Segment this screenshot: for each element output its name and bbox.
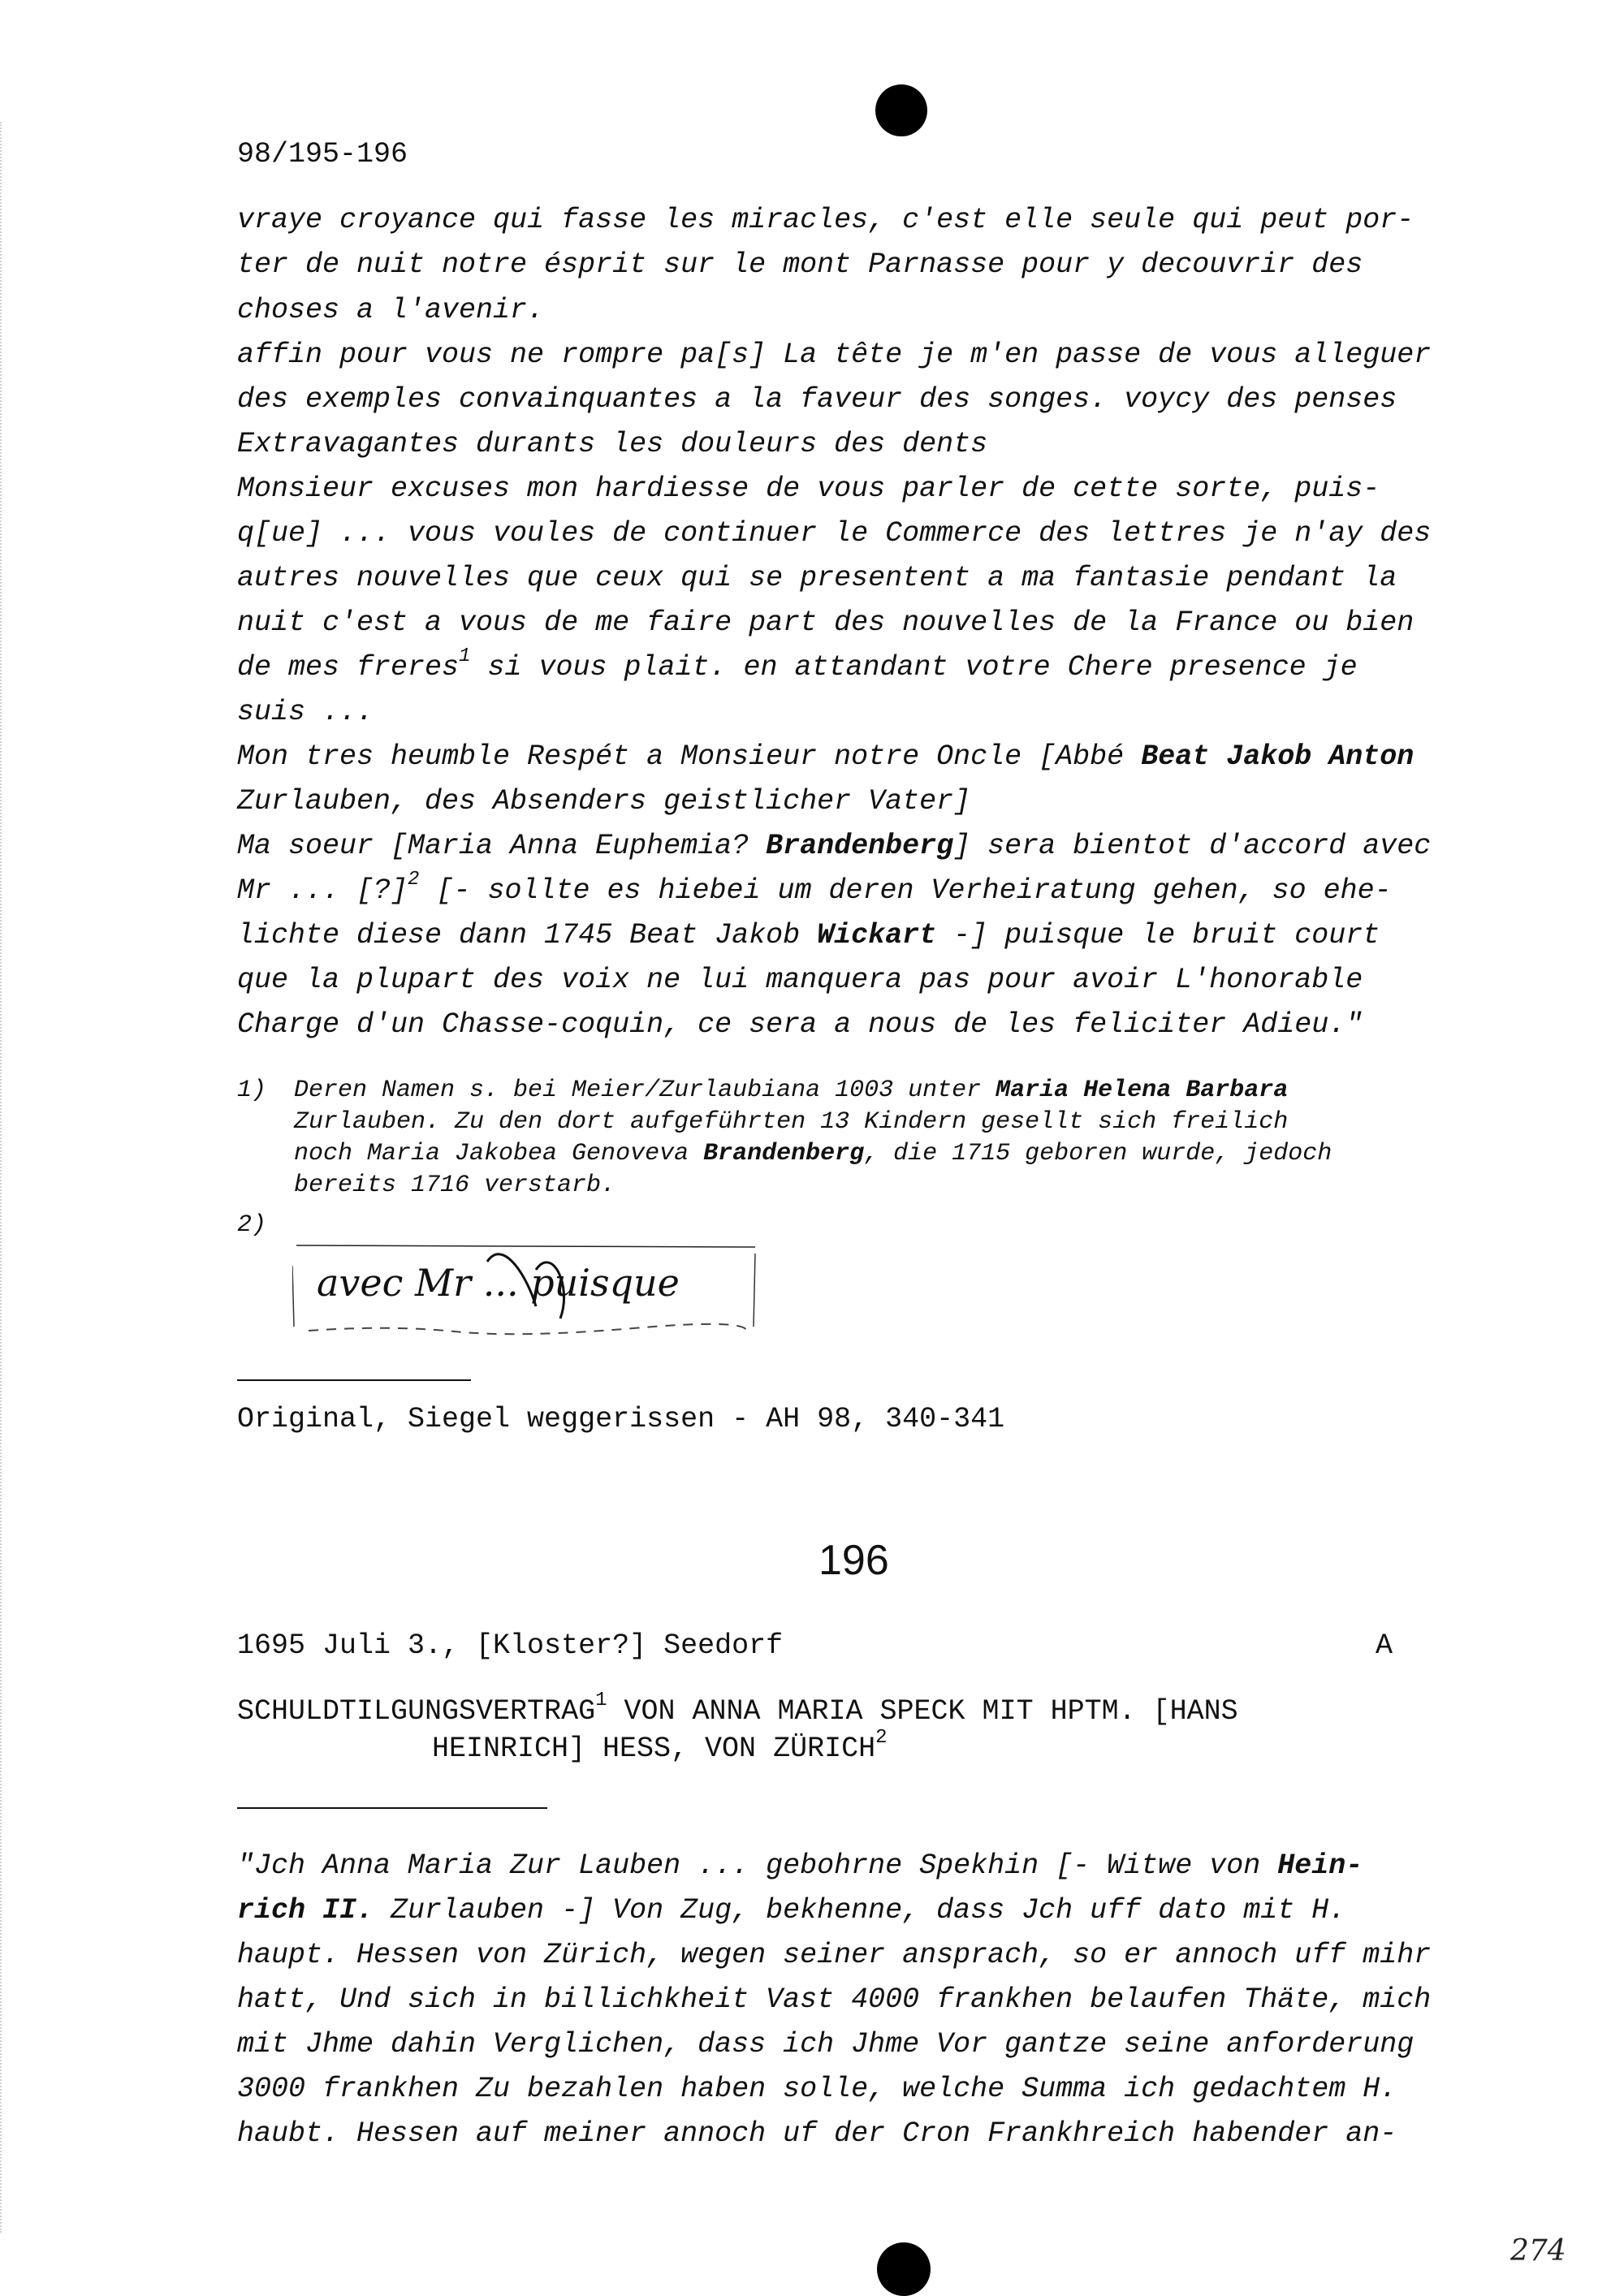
letter-line: affin pour vous ne rompre pa[s] La tête je m'en passe de vous alleguer	[237, 339, 1432, 371]
letter-line: Zurlauben, des Absenders geistlicher Vater]	[237, 785, 971, 818]
letter-line: Extravagantes durants les douleurs des dents	[237, 428, 988, 460]
letter-line: autres nouvelles que ceux qui se presentent a ma fantasie pendant la	[237, 562, 1397, 594]
text-span: Ma soeur [Maria Anna Euphemia?	[237, 830, 767, 862]
text-span: Deren Namen s. bei Meier/Zurlaubiana 1003	[294, 1077, 894, 1104]
separator-rule	[237, 1379, 471, 1381]
entry-text-line: mit Jhme dahin Verglichen, dass ich Jhme Vor gantze seine anforderung	[237, 2028, 1415, 2061]
page-reference: 98/195-196	[237, 138, 408, 170]
entry-text-line: 3000 frankhen Zu bezahlen haben solle, welche Summa ich gedachtem H.	[237, 2073, 1397, 2105]
letter-line: vraye croyance qui fasse les miracles, c'est elle seule qui peut por-	[237, 204, 1415, 236]
entry-text-line: haupt. Hessen von Zürich, wegen seiner ansprach, so er annoch uff mihr	[237, 1939, 1432, 1971]
entry-marker: A	[1376, 1629, 1393, 1662]
footnote-ref: 1	[595, 1690, 607, 1712]
letter-line	[237, 869, 1392, 907]
letter-line: ter de nuit notre ésprit sur le mont Parnasse pour y decouvrir des	[237, 248, 1363, 281]
bold-name: Wickart	[817, 919, 937, 952]
footnote-line: bereits 1716 verstarb.	[294, 1172, 616, 1199]
text-span: Mr ... [?]	[237, 874, 408, 907]
letter-line: nuit c'est a vous de me faire part des nouvelles de la France ou bien	[237, 606, 1415, 639]
separator-rule	[237, 1807, 547, 1809]
text-span: [- sollte es hiebei um deren Verheiratung gehen, so ehe-	[419, 874, 1392, 907]
text-span: "Jch Anna Maria Zur Lauben ... gebohrne Spekhin [- Witwe von	[237, 1849, 1278, 1882]
text-span: de mes freres	[237, 651, 460, 684]
bold-name: Brandenberg	[766, 830, 954, 862]
source-note: Original, Siegel weggerissen - AH 98, 340-341	[237, 1403, 1005, 1435]
letter-line	[237, 645, 1358, 684]
text-span: HEINRICH] HESS, VON ZÜRICH	[432, 1733, 876, 1765]
bold-name: Maria Helena Barbara	[996, 1077, 1289, 1104]
footnote-line	[294, 1139, 1332, 1168]
text-span: ] sera bientot d'accord avec	[953, 830, 1432, 862]
entry-text-line: haubt. Hessen auf meiner annoch uf der Cron Frankhreich habender an-	[237, 2117, 1397, 2150]
text-span: lichte diese dann 1745 Beat Jakob	[237, 919, 818, 952]
text-span: , die 1715 geboren wurde, jedoch	[864, 1140, 1332, 1167]
scan-edge-marks	[0, 122, 23, 2233]
punch-hole-bottom	[877, 2242, 931, 2296]
entry-text-line: hatt, Und sich in billichkheit Vast 4000 frankhen belaufen Thäte, mich	[237, 1983, 1432, 2016]
bold-name: Hein-	[1277, 1849, 1363, 1882]
text-span: SCHULDTILGUNGSVERTRAG	[237, 1695, 596, 1728]
letter-line: Monsieur excuses mon hardiesse de vous parler de cette sorte, puis-	[237, 473, 1380, 505]
footnote-ref: 2	[875, 1727, 888, 1750]
letter-line	[237, 919, 1380, 952]
letter-line	[237, 830, 1431, 862]
footnote-ref: 2	[408, 869, 420, 891]
letter-line: que la plupart des voix ne lui manquera pas pour avoir L'honorable	[237, 964, 1363, 996]
letter-line: suis ...	[237, 696, 374, 728]
letter-line: Charge d'un Chasse-coquin, ce sera a nous de les feliciter Adieu."	[237, 1008, 1363, 1041]
footnote-line	[294, 1076, 1288, 1105]
entry-text-line	[237, 1849, 1363, 1882]
handwriting-excerpt-image	[292, 1229, 759, 1343]
text-span: Zurlauben -] Von Zug, bekhenne, dass Jch uff dato mit H.	[374, 1894, 1346, 1927]
text-span: -] puisque le bruit court	[936, 919, 1380, 952]
footnote-ref: 1	[459, 645, 471, 668]
text-span: unter	[893, 1077, 996, 1104]
bold-name: Beat Jakob Anton	[1141, 740, 1415, 773]
text-span: noch Maria Jakobea Genoveva	[294, 1140, 704, 1167]
entry-date-place: 1695 Juli 3., [Kloster?] Seedorf	[237, 1629, 784, 1662]
bold-name: rich II.	[237, 1894, 374, 1927]
footnote-number: 2)	[237, 1211, 267, 1239]
text-span: si vous plait. en attandant votre Chere presence je	[470, 651, 1358, 684]
letter-line: des exemples convainquantes a la faveur des songes. voycy des penses	[237, 383, 1397, 416]
letter-line	[237, 740, 1414, 773]
footnote-line: Zurlauben. Zu den dort aufgeführten 13 Kindern gesellt sich freilich	[294, 1108, 1289, 1136]
entry-text-line	[237, 1894, 1345, 1927]
punch-hole-top	[875, 84, 927, 136]
text-span: VON ANNA MARIA SPECK MIT HPTM. [HANS	[607, 1695, 1238, 1728]
page-stamp: 274	[1510, 2234, 1566, 2268]
text-span: Mon tres heumble Respét a Monsieur notre Oncle [Abbé	[237, 740, 1142, 773]
handwriting-text: avec Mr ... puisque	[317, 1261, 680, 1305]
footnote-number: 1)	[237, 1077, 267, 1104]
entry-title-line	[432, 1727, 888, 1765]
document-number: 196	[818, 1537, 889, 1584]
entry-title-line	[237, 1690, 1238, 1728]
letter-line: choses a l'avenir.	[237, 294, 545, 326]
bold-name: Brandenberg	[703, 1140, 865, 1167]
letter-line: q[ue] ... vous voules de continuer le Commerce des lettres je n'ay des	[237, 517, 1432, 550]
